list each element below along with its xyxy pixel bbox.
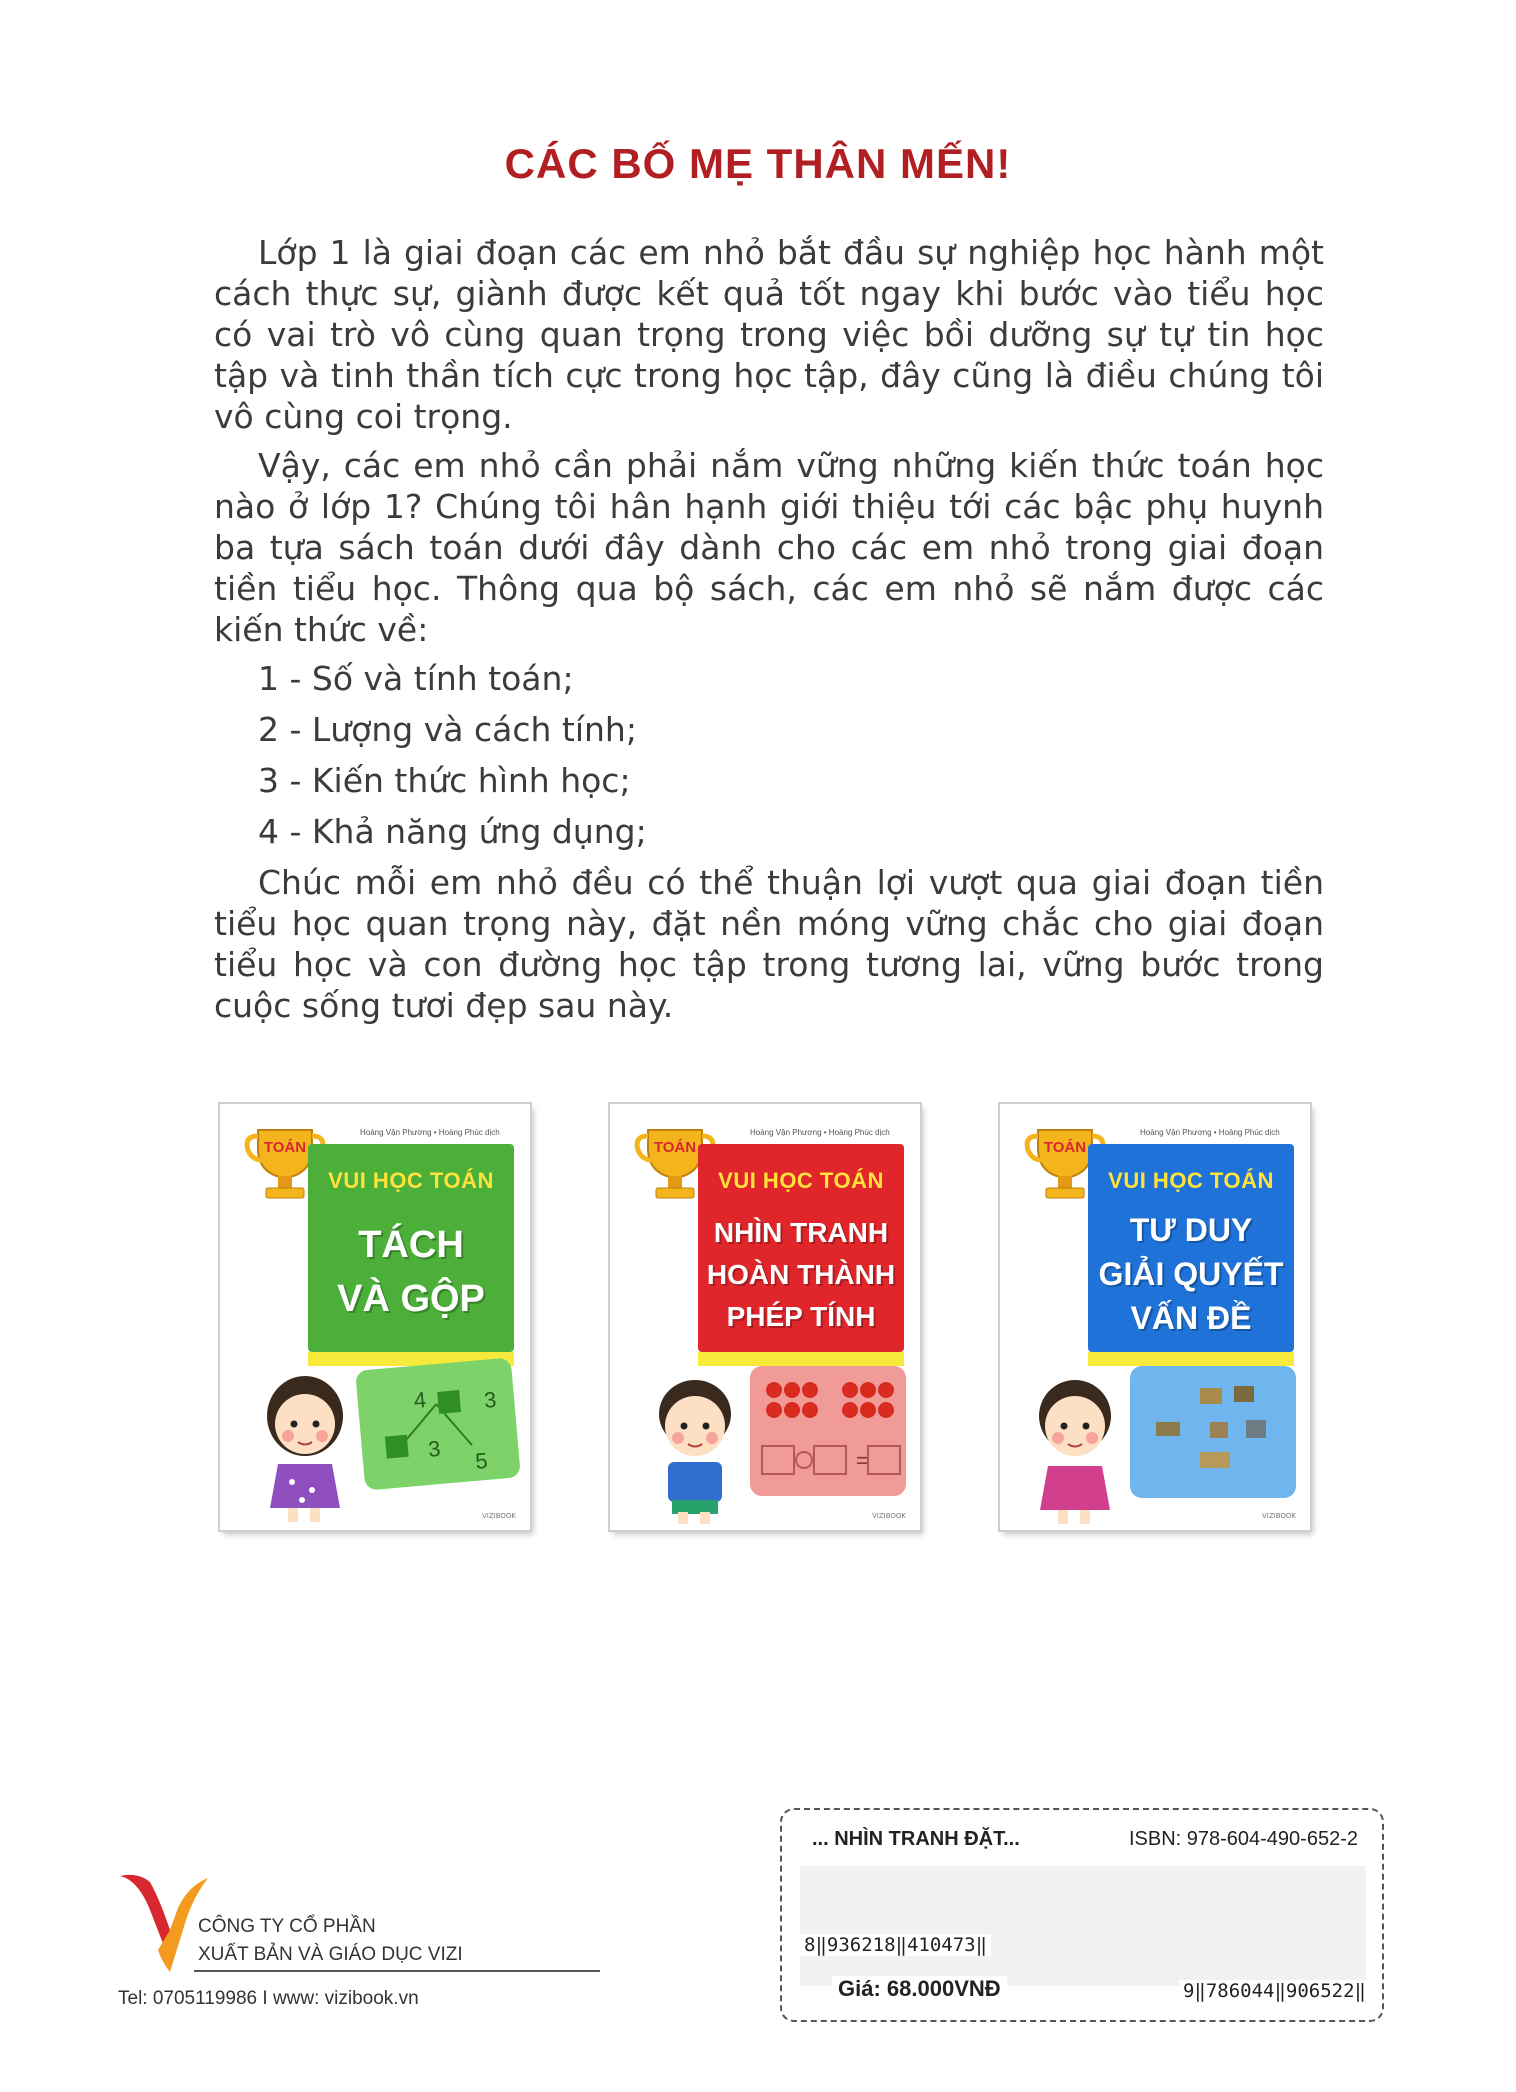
- publisher-mini-logo: VIZIBOOK: [481, 1512, 516, 1520]
- intro-text: [214, 232, 1324, 1034]
- title-line: TƯ DUY: [1129, 1212, 1253, 1248]
- title-line: HOÀN THÀNH: [706, 1259, 896, 1290]
- badge-text: TOÁN: [263, 1139, 307, 1156]
- equals-sign: =: [856, 1448, 869, 1473]
- title-line: TÁCH: [358, 1224, 464, 1266]
- apple-board: [750, 1366, 906, 1496]
- book-title: [308, 1218, 514, 1326]
- list-item: 2 - Lượng và cách tính;: [258, 710, 637, 749]
- child-illustration: [1020, 1366, 1130, 1526]
- book-authors: Hoàng Vận Phương • Hoàng Phúc dịch: [1140, 1128, 1280, 1137]
- list-item: 4 - Khả năng ứng dụng;: [258, 812, 647, 851]
- series-title: VUI HỌC TOÁN: [1108, 1168, 1274, 1193]
- book-title: [698, 1212, 904, 1338]
- divider: [194, 1970, 600, 1972]
- publisher-name-line2: XUẤT BẢN VÀ GIÁO DỤC VIZI: [198, 1944, 463, 1965]
- barcode-area: [800, 1866, 1366, 1986]
- knowledge-list: [214, 658, 1324, 852]
- blank-square: [437, 1390, 461, 1414]
- book-cover-tu-duy[interactable]: [1000, 1104, 1310, 1530]
- board-number: 3: [483, 1386, 498, 1413]
- book-authors: Hoàng Vận Phương • Hoàng Phúc dịch: [750, 1128, 890, 1137]
- price-label: Giá: 68.000VNĐ: [832, 1976, 1007, 2002]
- publisher-mini-logo: VIZIBOOK: [1261, 1512, 1296, 1520]
- yellow-strip: [1088, 1352, 1294, 1366]
- series-title: VUI HỌC TOÁN: [718, 1168, 884, 1193]
- child-illustration: [250, 1364, 360, 1524]
- barcode-number-right: 9‖786044‖906522‖: [1179, 1980, 1370, 2002]
- book-short-title: ... NHÌN TRANH ĐẶT...: [812, 1828, 1020, 1850]
- badge-text: TOÁN: [653, 1139, 697, 1156]
- yellow-strip: [698, 1352, 904, 1366]
- child-illustration: [640, 1366, 750, 1526]
- paragraph-1: Lớp 1 là giai đoạn các em nhỏ bắt đầu sự nghiệp học hành một cách thực sự, giành được kết quả tốt ngay khi bước vào tiểu học có vai trò vô cùng quan trọng trong việc bồi dưỡng sự tự tin học tập và tinh thần tích cực trong học tập, đây cũng là điều chúng tôi vô cùng coi trọng.: [214, 233, 1324, 436]
- book-cover-tach-va-gop[interactable]: [220, 1104, 530, 1530]
- page-title: CÁC BỐ MẸ THÂN MẾN!: [504, 140, 1012, 187]
- isbn-number: ISBN: 978-604-490-652-2: [1128, 1828, 1358, 1850]
- number-board: [355, 1357, 521, 1490]
- title-line: VÀ GỘP: [337, 1278, 485, 1320]
- title-line: GIẢI QUYẾT: [1098, 1256, 1284, 1292]
- title-line: VẤN ĐỀ: [1130, 1300, 1252, 1336]
- list-item: 3 - Kiến thức hình học;: [258, 761, 631, 800]
- board-number: 5: [474, 1447, 489, 1474]
- number-bond-diagram: [355, 1357, 521, 1490]
- title-line: PHÉP TÍNH: [726, 1301, 876, 1332]
- paragraph-2: Vậy, các em nhỏ cần phải nắm vững những kiến thức toán học nào ở lớp 1? Chúng tôi hân hạnh giới thiệu tới các bậc phụ huynh ba tựa sách toán dưới đây dành cho các em nhỏ trong giai đoạn tiền tiểu học. Thông qua bộ sách, các em nhỏ sẽ nắm được các kiến thức về:: [214, 446, 1324, 649]
- badge-text: TOÁN: [1043, 1139, 1087, 1156]
- barcode-number-left: 8‖936218‖410473‖: [800, 1934, 991, 1956]
- publisher-contact: Tel: 0705119986 I www: vizibook.vn: [118, 1988, 419, 2009]
- paragraph-3: Chúc mỗi em nhỏ đều có thể thuận lợi vượt qua giai đoạn tiền tiểu học quan trọng này, đặt nền móng vững chắc cho giai đoạn tiểu học và con đường học tập trong tương lai, vững bước trong cuộc sống tươi đẹp sau này.: [214, 863, 1324, 1025]
- apple-count-diagram: [750, 1366, 906, 1496]
- board-number: 3: [427, 1435, 442, 1462]
- isbn-barcode-box: [780, 1808, 1384, 2022]
- book-authors: Hoàng Vận Phương • Hoàng Phúc dịch: [360, 1128, 500, 1137]
- blank-square: [385, 1435, 409, 1459]
- board-number: 4: [412, 1386, 428, 1413]
- book-cover-nhin-tranh[interactable]: [610, 1104, 920, 1530]
- list-item: 1 - Số và tính toán;: [258, 659, 574, 698]
- publisher-mini-logo: VIZIBOOK: [871, 1512, 906, 1520]
- puzzle-board: [1130, 1366, 1296, 1498]
- puzzle-diagram: [1130, 1366, 1296, 1498]
- publisher-name-line1: CÔNG TY CỔ PHẦN: [198, 1916, 376, 1937]
- series-title: VUI HỌC TOÁN: [328, 1168, 494, 1193]
- book-title: [1088, 1208, 1294, 1340]
- title-line: NHÌN TRANH: [713, 1217, 889, 1248]
